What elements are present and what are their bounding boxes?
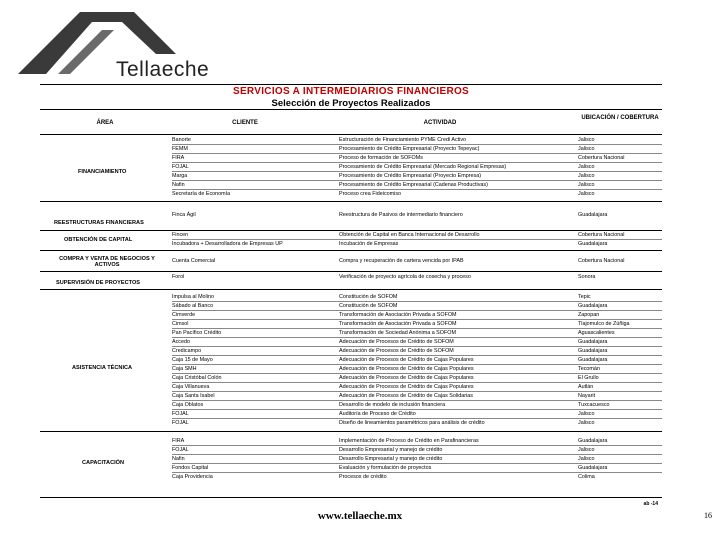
header-location: UBICACIÓN / COBERTURA <box>581 115 659 121</box>
table-row: Nafin Desarrollo Empresarial y manejo de crédito Jalisco <box>172 455 662 464</box>
table-row: Incubadora + Desarrolladora de Empresas UP Incubación de Empresas Guadalajara <box>172 241 608 247</box>
table-row: FIRA Proceso de formación de SOFOMs Cobertura Nacional <box>172 154 662 163</box>
table-row: Credicampo Adecuación de Procesos de Crédito de SOFOM Guadalajara <box>172 347 662 356</box>
table-row: Cimverde Transformación de Asociación Privada a SOFOM Zapopan <box>172 311 662 320</box>
table-row: FOJAL Auditoría de Proceso de Crédito Jalisco <box>172 410 662 419</box>
section-supervision: SUPERVISIÓN DE PROYECTOS <box>56 280 141 286</box>
header-client: CLIENTE <box>232 120 258 126</box>
logo-text: Tellaeche <box>116 58 210 81</box>
document-title: SERVICIOS A INTERMEDIARIOS FINANCIEROS <box>232 86 470 97</box>
table-row: Caja SMH Adecuación de Procesos de Crédito de Cajas Populares Tecomán <box>172 365 662 374</box>
divider <box>40 109 662 110</box>
section-reestructuras: REESTRUCTURAS FINANCIERAS <box>54 220 144 226</box>
table-row: Accedo Adecuación de Procesos de Crédito de SOFOM Guadalajara <box>172 338 662 347</box>
company-logo <box>18 8 210 81</box>
divider <box>40 201 662 202</box>
table-row: Finca Ágil Reestructura de Pasivos de intermediario financiero Guadalajara <box>172 212 608 218</box>
header-area: ÁREA <box>96 120 114 126</box>
table-row: Caja Cristóbal Colón Adecuación de Procesos de Crédito de Cajas Populares El Grullo <box>172 374 662 383</box>
section-financiamiento: FINANCIAMIENTO <box>78 169 127 175</box>
table-row: Caja Providencia Procesos de crédito Colima <box>172 474 595 480</box>
table-row: Caja Santa Isabel Adecuación de Procesos de Crédito de Cajas Solidarias Nayarit <box>172 392 662 401</box>
divider <box>40 289 662 290</box>
section-compra-venta: COMPRA Y VENTA DE NEGOCIOS Y ACTIVOS <box>59 256 155 268</box>
table-row: Caja Villanueva Adecuación de Procesos de Crédito de Cajas Populares Autlán <box>172 383 662 392</box>
table-row: FOJAL Desarrollo Empresarial y manejo de crédito Jalisco <box>172 446 662 455</box>
section-asistencia: ASISTENCIA TÉCNICA <box>72 365 133 371</box>
table-row: Cimsol Transformación de Asociación Privada a SOFOM Tlajomulco de Zúñiga <box>172 320 662 329</box>
divider <box>40 271 662 272</box>
divider <box>40 134 662 135</box>
table-row: Impulsa al Molino Constitución de SOFOM Tepic <box>172 293 662 302</box>
table-row: Sábado al Banco Constitución de SOFOM Guadalajara <box>172 302 662 311</box>
document-subtitle: Selección de Proyectos Realizados <box>271 98 431 109</box>
divider <box>40 250 662 251</box>
table-row: FEMM Procesamiento de Crédito Empresarial (Proyecto Tepeyac) Jalisco <box>172 145 662 154</box>
table-row: Cuenta Comercial Compra y recuperación de cartera vencida por IPAB Cobertura Nacional <box>172 258 625 264</box>
table-row: FOJAL Diseño de lineamientos paramétricos para análisis de crédito Jalisco <box>172 420 595 426</box>
page-number: 16 <box>704 511 712 520</box>
table-row: Fincen Obtención de Capital en Banca Internacional de Desarrollo Cobertura Nacional <box>172 231 662 240</box>
table-row: Secretaría de Economía Proceso crea Fideicomiso Jalisco <box>172 191 595 197</box>
header-activity: ACTIVIDAD <box>423 120 457 126</box>
divider <box>40 431 662 432</box>
table-row: Fondos Capital Evaluación y formulación de proyectos Guadalajara <box>172 464 662 473</box>
projects-table <box>40 84 662 507</box>
table-row: FIRA Implementación de Proceso de Crédito en Parafinancieras Guadalajara <box>172 437 662 446</box>
table-row: Pan Pacífico Crédito Transformación de Sociedad Anónima a SOFOM Aguascalientes <box>172 329 662 338</box>
table-row: Caja 15 de Mayo Adecuación de Procesos de Crédito de Cajas Populares Guadalajara <box>172 356 662 365</box>
document-page-label: ab -14 <box>643 501 658 507</box>
footer-url[interactable]: www.tellaeche.mx <box>317 510 403 522</box>
section-obtencion-capital: OBTENCIÓN DE CAPITAL <box>64 237 133 243</box>
table-row: FOJAL Procesamiento de Crédito Empresarial (Mercado Regional Empresas) Jalisco <box>172 163 662 172</box>
table-row: Nafin Procesamiento de Crédito Empresarial (Cadenas Productivas) Jalisco <box>172 181 662 190</box>
table-row: Marga Procesamiento de Crédito Empresarial (Proyecto Empresa) Jalisco <box>172 172 662 181</box>
table-row: Caja Oblatos Desarrollo de modelo de inclusión financiera Tuxcacuesco <box>172 401 662 410</box>
section-capacitacion: CAPACITACIÓN <box>82 460 125 466</box>
table-row: Forol Verificación de proyecto agrícola de cosecha y proceso Sonora <box>172 274 596 280</box>
table-row: Banorte Estructuración de Financiamiento PYME Credi Activo Jalisco <box>172 136 662 145</box>
